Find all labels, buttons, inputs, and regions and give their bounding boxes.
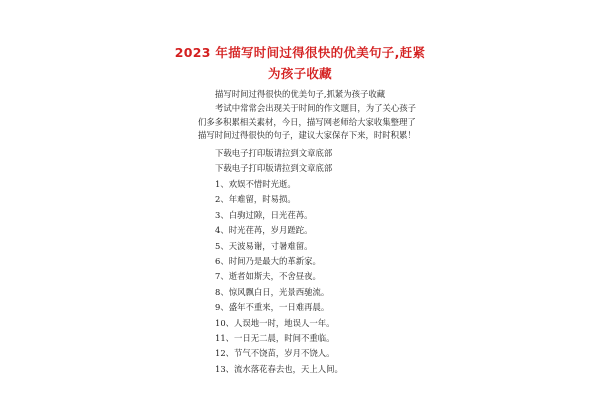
download-link[interactable]: 下载电子打印版请拉到文章底部 xyxy=(215,148,333,158)
sentence-list xyxy=(215,177,343,377)
list-item: 6、时间乃是最大的革新家。 xyxy=(215,256,321,267)
list-item: 12、节气不饶苗，岁月不饶人。 xyxy=(215,348,335,359)
intro-paragraph-line: 考试中常常会出现关于时间的作文题目，为了关心孩子 xyxy=(215,102,416,113)
list-item: 4、时光荏苒，岁月蹉跎。 xyxy=(215,225,313,236)
list-item: 13、流水落花春去也，天上人间。 xyxy=(215,363,343,374)
document-title-line-1: 2023 年描写时间过得很快的优美句子,赶紧 xyxy=(174,45,426,60)
list-item: 10、人误地一时，地误人一年。 xyxy=(215,317,335,328)
list-item: 8、惊风飘白日，光景西驰流。 xyxy=(215,286,330,297)
document-title-line-2: 为孩子收藏 xyxy=(267,66,332,81)
intro-section xyxy=(198,88,416,143)
download-links xyxy=(215,146,332,177)
list-item: 2、年难留，时易损。 xyxy=(215,194,296,205)
list-item: 11、一日无二晨，时间不重临。 xyxy=(215,333,335,344)
intro-subtitle: 描写时间过得很快的优美句子,抓紧为孩子收藏 xyxy=(215,89,386,99)
intro-paragraph-line: 们多多积累相关素材，今日，描写网老师给大家收集整理了 xyxy=(198,116,416,127)
download-link[interactable]: 下载电子打印版请拉到文章底部 xyxy=(215,163,333,174)
list-item: 9、盛年不重来，一日难再晨。 xyxy=(215,302,330,313)
intro-paragraph-line: 描写时间过得很快的句子，建议大家保存下来，时时积累！ xyxy=(198,130,416,141)
list-item: 3、白驹过隙，日光荏苒。 xyxy=(215,209,313,220)
list-item: 5、天波易谢，寸暑难留。 xyxy=(215,240,313,251)
list-item: 1、欢娱不惜时光逝。 xyxy=(215,179,296,189)
list-item: 7、逝者如斯夫，不舍昼夜。 xyxy=(215,271,321,282)
